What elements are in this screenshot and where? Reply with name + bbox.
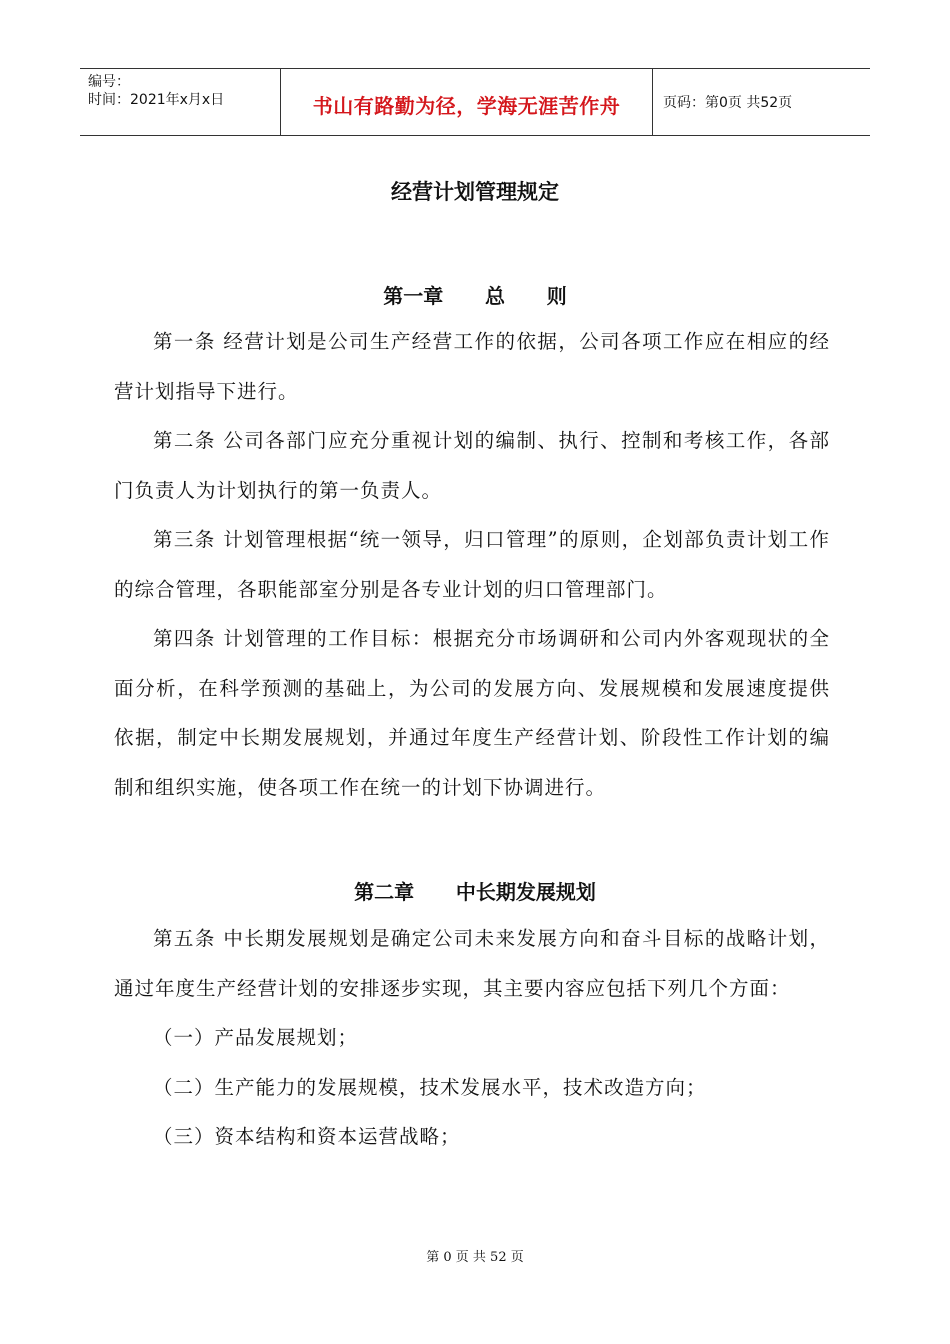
document-title: 经营计划管理规定 [391, 180, 559, 204]
list-item: （二）生产能力的发展规模，技术发展水平，技术改造方向； [153, 1075, 707, 1099]
header-motto: 书山有路勤为径，学海无涯苦作舟 [312, 93, 621, 118]
header-motto-cell [281, 69, 653, 135]
header-meta-cell [80, 69, 281, 135]
list-item: （三）资本结构和资本运营战略； [153, 1125, 461, 1148]
header-page-info: 页码：第0页 共52页 [663, 95, 793, 111]
article-paragraph: 第三条 计划管理根据“统一领导，归口管理”的原则，企划部负责计划工作的综合管理，各职能部室分别是各专业计划的归口管理部门。 [114, 528, 830, 601]
header-page-cell [653, 69, 870, 135]
doc-number-label: 编号： [88, 74, 130, 90]
article-paragraph: 第二条 公司各部门应充分重视计划的编制、执行、控制和考核工作，各部门负责人为计划执行的第一负责人。 [114, 429, 830, 502]
page-header [80, 68, 870, 136]
doc-date: 时间：2021年x月x日 [88, 92, 225, 108]
chapter-1-body [114, 317, 830, 812]
list-item: （一）产品发展规划； [153, 1026, 359, 1049]
article-paragraph: 第一条 经营计划是公司生产经营工作的依据，公司各项工作应在相应的经营计划指导下进行。 [114, 330, 830, 403]
chapter-heading: 第二章 中长期发展规划 [354, 880, 596, 904]
page-footer: 第 0 页 共 52 页 [426, 1250, 524, 1265]
chapter-heading: 第一章 总 则 [383, 284, 567, 308]
article-paragraph: 第五条 中长期发展规划是确定公司未来发展方向和奋斗目标的战略计划，通过年度生产经营计划的安排逐步实现，其主要内容应包括下列几个方面： [114, 927, 830, 1000]
chapter-2-body [114, 914, 830, 1162]
article-paragraph: 第四条 计划管理的工作目标：根据充分市场调研和公司内外客观现状的全面分析，在科学预测的基础上，为公司的发展方向、发展规模和发展速度提供依据，制定中长期发展规划，并通过年度生产经营计划、阶段性工作计划的编制和组织实施，使各项工作在统一的计划下协调进行。 [114, 627, 830, 799]
